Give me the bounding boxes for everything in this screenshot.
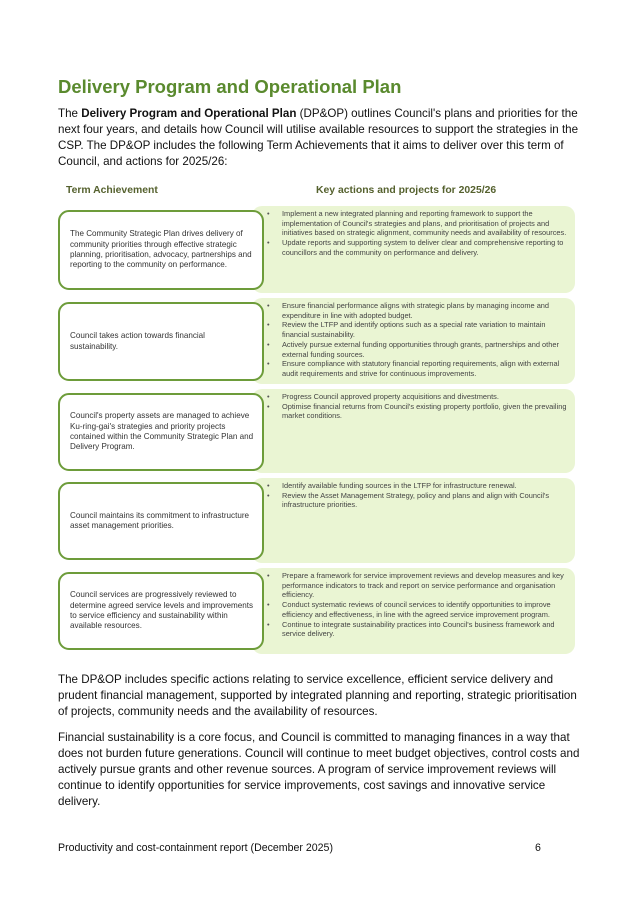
- footer-text: Productivity and cost-containment report (December 2025): [58, 842, 333, 854]
- term-achievement-text: Council's property assets are managed to achieve Ku-ring-gai's strategies and priority projects contained within the Community Strategic Plan and Delivery Program.: [70, 411, 254, 452]
- action-item: • Review the Asset Management Strategy, policy and plans and align with Council's infrastructure priorities.: [266, 491, 567, 510]
- action-item: • Optimise financial returns from Council's existing property portfolio, given the prevailing market conditions.: [266, 402, 567, 421]
- action-item: • Actively pursue external funding opportunities through grants, partnerships and other external funding sources.: [266, 340, 567, 359]
- key-actions-panel: [252, 568, 575, 654]
- term-achievement-text: Council takes action towards financial sustainability.: [70, 331, 205, 351]
- body-paragraph: Financial sustainability is a core focus, and Council is committed to managing finances in a way that does not burden future generations. Council will continue to meet budget objectives, control costs and actively pursue grants and other revenue sources. A program of service improvement reviews will continue to identify opportunities for service improvements, cost savings and innovative service delivery.: [58, 731, 580, 808]
- key-actions-list: [266, 209, 567, 258]
- term-achievement-text: Council services are progressively reviewed to determine agreed service levels and improvements to service efficiency and sustainability within available resources.: [70, 590, 254, 631]
- key-actions-panel: [252, 389, 575, 473]
- column-header-term-achievement: Term Achievement: [66, 185, 158, 196]
- term-achievement-box: [58, 482, 264, 560]
- key-actions-panel: [252, 478, 575, 563]
- key-actions-panel: [252, 298, 575, 384]
- term-achievement-box: [58, 572, 264, 650]
- page-number: 6: [535, 842, 541, 854]
- intro-rest: (DP&OP) outlines Council's plans and priorities for the next four years, and details how Council will utilise available resources to support the strategies in the CSP. The DP&OP includes the following Term Achievements that it aims to deliver over this term of Council, and actions for 2025/26:: [58, 107, 579, 168]
- intro-lead: The: [58, 107, 82, 120]
- action-item: • Prepare a framework for service improvement reviews and develop measures and key performance indicators to track and report on service performance and organisation efficiency.: [266, 571, 567, 600]
- key-actions-list: [266, 392, 567, 421]
- action-item: • Review the LTFP and identify options such as a special rate variation to maintain financial sustainability.: [266, 320, 567, 339]
- intro-bold: Delivery Program and Operational Plan: [81, 107, 297, 120]
- key-actions-panel: [252, 206, 575, 293]
- table-row: [58, 298, 575, 384]
- key-actions-list: [266, 571, 567, 639]
- action-item: • Ensure compliance with statutory financial reporting requirements, align with external audit requirements and strive for continuous improvements.: [266, 359, 567, 378]
- term-achievement-box: [58, 210, 264, 290]
- key-actions-list: [266, 301, 567, 379]
- action-item: • Implement a new integrated planning and reporting framework to support the implementation of Council's strategies and plans, and prioritisation of projects and initiatives based on strategic alignment, community needs and availability of resources.: [266, 209, 567, 238]
- term-achievement-box: [58, 393, 264, 471]
- term-achievement-box: [58, 302, 264, 381]
- key-actions-list: [266, 481, 567, 510]
- action-item: • Update reports and supporting system to deliver clear and comprehensive reporting to councillors and the community on performance and delivery.: [266, 238, 567, 257]
- table-row: [58, 389, 575, 473]
- action-item: • Continue to integrate sustainability practices into Council's business framework and service delivery.: [266, 620, 567, 639]
- table-row: [58, 568, 575, 654]
- term-achievement-text: The Community Strategic Plan drives delivery of community priorities through effective strategic planning, prioritisation, advocacy, partnerships and reporting to the community on performance.: [70, 229, 252, 270]
- action-item: • Identify available funding sources in the LTFP for infrastructure renewal.: [266, 481, 567, 491]
- table-row: [58, 478, 575, 563]
- action-item: • Conduct systematic reviews of council services to identify opportunities to improve efficiency and effectiveness, in line with the agreed service improvement program.: [266, 600, 567, 619]
- intro-paragraph: [58, 106, 588, 170]
- body-paragraph: The DP&OP includes specific actions relating to service excellence, efficient service delivery and prudent financial management, supported by integrated planning and reporting, strategic prioritisation of projects, community needs and the availability of resources.: [58, 673, 577, 718]
- page-title: Delivery Program and Operational Plan: [58, 76, 402, 97]
- action-item: • Progress Council approved property acquisitions and divestments.: [266, 392, 567, 402]
- column-header-key-actions: Key actions and projects for 2025/26: [316, 185, 497, 196]
- term-achievement-text: Council maintains its commitment to infrastructure asset management priorities.: [70, 510, 250, 530]
- action-item: • Ensure financial performance aligns with strategic plans by managing income and expenditure in line with adopted budget.: [266, 301, 567, 320]
- table-row: [58, 206, 575, 293]
